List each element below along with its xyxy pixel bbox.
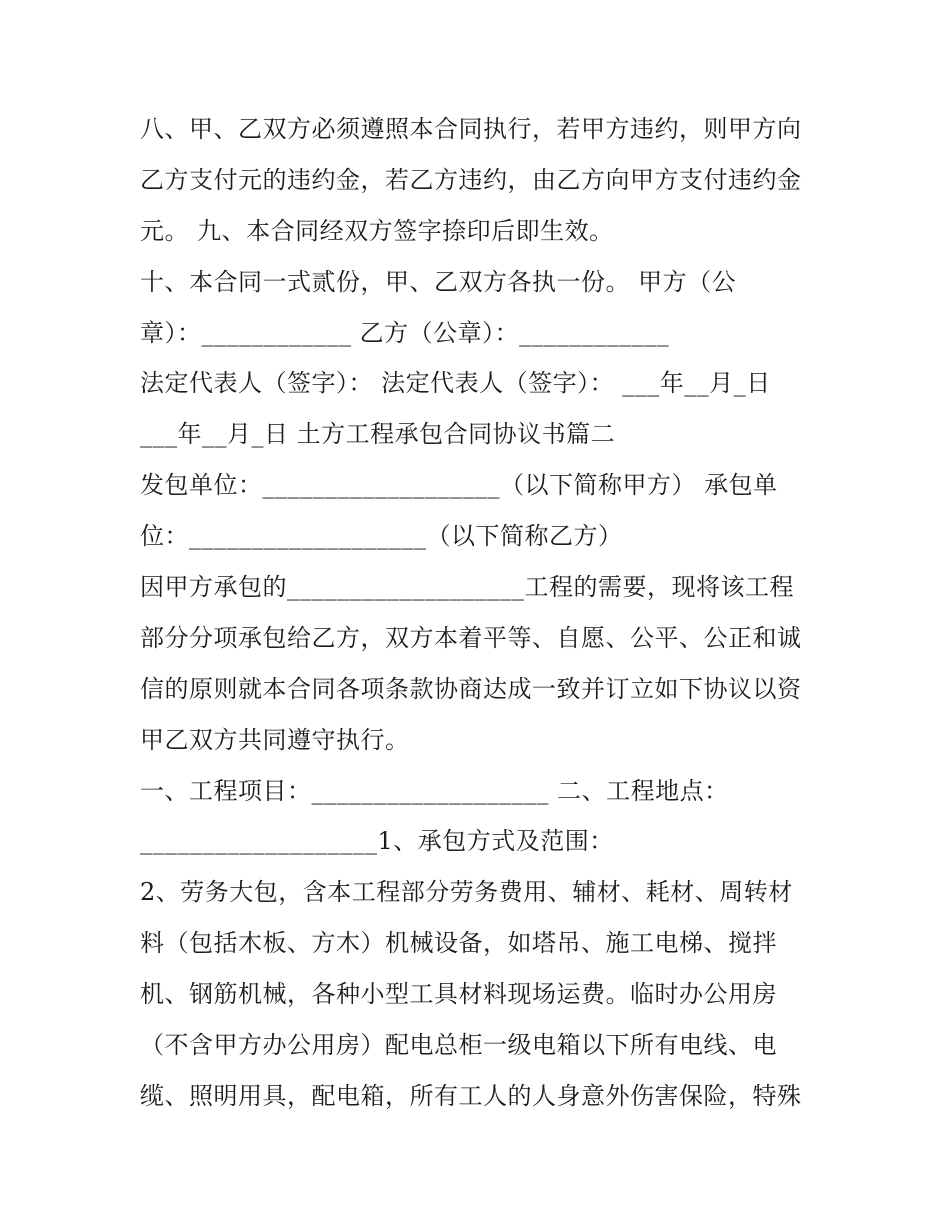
text-line: （不含甲方办公用房）配电总柜一级电箱以下所有电线、电 (140, 1031, 777, 1060)
text-line: 乙方支付元的违约金，若乙方违约，由乙方向甲方支付违约金 (140, 165, 802, 194)
text-line: 信的原则就本合同各项条款协商达成一致并订立如下协议以资 (140, 674, 802, 703)
text-line: 机、钢筋机械，各种小型工具材料现场运费。临时办公用房 (140, 980, 777, 1009)
text-line: 十、本合同一式贰份，甲、乙双方各执一份。 甲方（公 (140, 267, 737, 296)
text-line: 因甲方承包的___________________工程的需要，现将该工程 (140, 573, 794, 602)
text-line: 料（包括木板、方木）机械设备，如塔吊、施工电梯、搅拌 (140, 929, 777, 958)
text-line: 部分分项承包给乙方，双方本着平等、自愿、公平、公正和诚 (140, 623, 802, 652)
text-line: 法定代表人（签字）： 法定代表人（签字）： ___年__月_日 (140, 369, 771, 398)
text-line: 2、劳务大包，含本工程部分劳务费用、辅材、耗材、周转材 (140, 878, 793, 907)
contract-text-body (140, 104, 820, 1122)
text-line: 甲乙双方共同遵守执行。 (140, 725, 410, 754)
text-line: 一、工程项目：___________________ 二、工程地点： (140, 776, 729, 805)
text-line: 八、甲、乙双方必须遵照本合同执行，若甲方违约，则甲方向 (140, 115, 802, 143)
text-line: 元。 九、本合同经双方签字捺印后即生效。 (140, 216, 614, 245)
text-line: 发包单位：___________________（以下简称甲方） 承包单 (140, 471, 778, 500)
text-line: 章）：____________ 乙方（公章）：____________ (140, 318, 670, 347)
text-line: 缆、照明用具，配电箱，所有工人的人身意外伤害保险，特殊 (140, 1081, 802, 1110)
text-line: ___________________1、承包方式及范围： (140, 827, 614, 856)
text-line: ___年__月_日 土方工程承包合同协议书篇二 (140, 420, 616, 449)
text-line: 位：___________________（以下简称乙方） (140, 522, 623, 551)
